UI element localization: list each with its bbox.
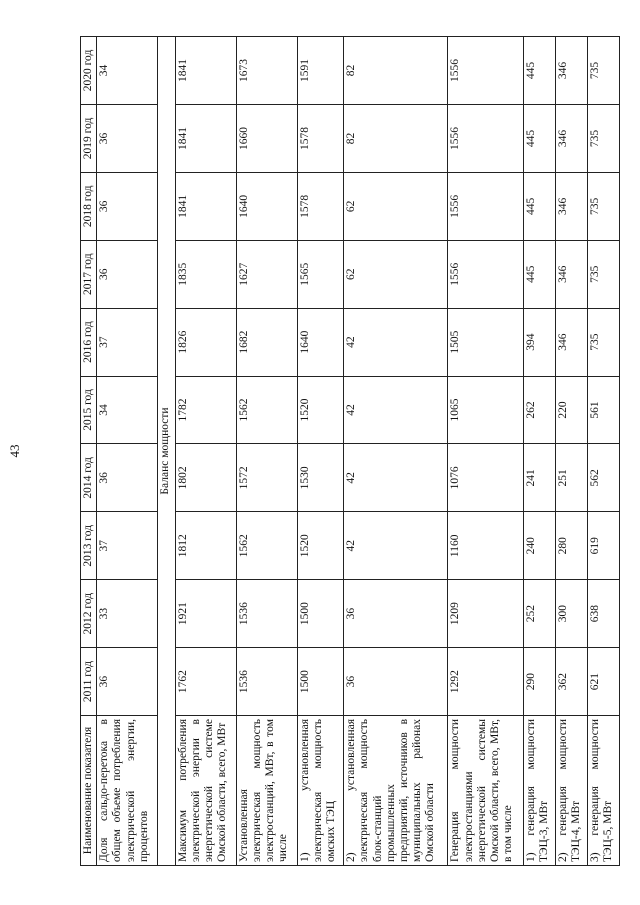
table-row bbox=[344, 37, 448, 866]
value-cell: 621 bbox=[587, 648, 619, 716]
value-cell: 735 bbox=[587, 308, 619, 376]
value-cell: 36 bbox=[97, 648, 158, 716]
value-cell: 33 bbox=[97, 580, 158, 648]
value-cell: 1520 bbox=[297, 376, 344, 444]
header-year: 2016 год bbox=[81, 308, 97, 376]
value-cell: 638 bbox=[587, 580, 619, 648]
value-cell: 445 bbox=[523, 37, 555, 105]
value-cell: 1835 bbox=[175, 240, 236, 308]
indicator-name-cell: Доля сальдо-перетока в общем объеме потребления электрической энергии, процентов bbox=[97, 716, 158, 866]
value-cell: 1841 bbox=[175, 37, 236, 105]
value-cell: 1500 bbox=[297, 648, 344, 716]
value-cell: 1640 bbox=[297, 308, 344, 376]
value-cell: 37 bbox=[97, 512, 158, 580]
indicator-name-cell: 2) установленная электрическая мощность блок-станций промышленных предприятий, источников в муниципальных районах Омской области bbox=[344, 716, 448, 866]
value-cell: 445 bbox=[523, 172, 555, 240]
value-cell: 62 bbox=[344, 172, 448, 240]
value-cell: 1762 bbox=[175, 648, 236, 716]
value-cell: 280 bbox=[555, 512, 587, 580]
value-cell: 1802 bbox=[175, 444, 236, 512]
value-cell: 252 bbox=[523, 580, 555, 648]
indicator-name-cell: 1) установленная электрическая мощность омских ТЭЦ bbox=[297, 716, 344, 866]
value-cell: 42 bbox=[344, 444, 448, 512]
value-cell: 82 bbox=[344, 37, 448, 105]
indicator-name-cell: 3) генерация мощности ТЭЦ-5, МВт bbox=[587, 716, 619, 866]
value-cell: 346 bbox=[555, 104, 587, 172]
value-cell: 346 bbox=[555, 308, 587, 376]
indicator-name-cell: 1) генерация мощности ТЭЦ-3, МВт bbox=[523, 716, 555, 866]
header-year: 2012 год bbox=[81, 580, 97, 648]
header-year: 2013 год bbox=[81, 512, 97, 580]
value-cell: 36 bbox=[97, 240, 158, 308]
value-cell: 36 bbox=[97, 104, 158, 172]
table-row bbox=[97, 37, 158, 866]
indicator-name-cell: Максимум потребления электрической энергии в энергетической системе Омской области, всего, МВт bbox=[175, 716, 236, 866]
value-cell: 240 bbox=[523, 512, 555, 580]
value-cell: 34 bbox=[97, 37, 158, 105]
header-year: 2017 год bbox=[81, 240, 97, 308]
value-cell: 36 bbox=[97, 444, 158, 512]
table-row bbox=[587, 37, 619, 866]
table-row bbox=[448, 37, 523, 866]
value-cell: 1556 bbox=[448, 240, 523, 308]
value-cell: 1556 bbox=[448, 104, 523, 172]
value-cell: 1556 bbox=[448, 37, 523, 105]
table-row bbox=[236, 37, 297, 866]
value-cell: 1209 bbox=[448, 580, 523, 648]
value-cell: 1682 bbox=[236, 308, 297, 376]
value-cell: 1556 bbox=[448, 172, 523, 240]
indicator-name-cell: Генерация мощности электростанциями энергетической системы Омской области, всего, МВт, в том числе bbox=[448, 716, 523, 866]
value-cell: 1627 bbox=[236, 240, 297, 308]
value-cell: 34 bbox=[97, 376, 158, 444]
value-cell: 1591 bbox=[297, 37, 344, 105]
value-cell: 1673 bbox=[236, 37, 297, 105]
value-cell: 445 bbox=[523, 240, 555, 308]
value-cell: 1921 bbox=[175, 580, 236, 648]
value-cell: 1578 bbox=[297, 172, 344, 240]
value-cell: 1640 bbox=[236, 172, 297, 240]
indicator-name-cell: Установленная электрическая мощность электростанций, МВт, в том числе bbox=[236, 716, 297, 866]
value-cell: 1572 bbox=[236, 444, 297, 512]
value-cell: 619 bbox=[587, 512, 619, 580]
value-cell: 445 bbox=[523, 104, 555, 172]
value-cell: 1782 bbox=[175, 376, 236, 444]
header-year: 2019 год bbox=[81, 104, 97, 172]
value-cell: 300 bbox=[555, 580, 587, 648]
energy-balance-table bbox=[80, 36, 620, 866]
value-cell: 735 bbox=[587, 104, 619, 172]
section-row bbox=[158, 37, 176, 866]
value-cell: 42 bbox=[344, 512, 448, 580]
value-cell: 220 bbox=[555, 376, 587, 444]
value-cell: 1660 bbox=[236, 104, 297, 172]
page-number: 43 bbox=[7, 444, 22, 458]
value-cell: 394 bbox=[523, 308, 555, 376]
table-row bbox=[175, 37, 236, 866]
value-cell: 1065 bbox=[448, 376, 523, 444]
value-cell: 36 bbox=[344, 648, 448, 716]
value-cell: 290 bbox=[523, 648, 555, 716]
value-cell: 346 bbox=[555, 240, 587, 308]
table-row bbox=[555, 37, 587, 866]
value-cell: 1565 bbox=[297, 240, 344, 308]
value-cell: 1500 bbox=[297, 580, 344, 648]
value-cell: 1826 bbox=[175, 308, 236, 376]
header-indicator-name: Наименование показателя bbox=[81, 716, 97, 866]
value-cell: 346 bbox=[555, 172, 587, 240]
value-cell: 1160 bbox=[448, 512, 523, 580]
value-cell: 42 bbox=[344, 376, 448, 444]
value-cell: 262 bbox=[523, 376, 555, 444]
value-cell: 36 bbox=[97, 172, 158, 240]
table-row bbox=[297, 37, 344, 866]
section-title: Баланс мощности bbox=[158, 37, 176, 866]
value-cell: 1520 bbox=[297, 512, 344, 580]
value-cell: 1841 bbox=[175, 104, 236, 172]
rotated-table-container bbox=[80, 36, 620, 866]
value-cell: 1562 bbox=[236, 512, 297, 580]
header-year: 2014 год bbox=[81, 444, 97, 512]
value-cell: 1076 bbox=[448, 444, 523, 512]
value-cell: 82 bbox=[344, 104, 448, 172]
table-header-row bbox=[81, 37, 97, 866]
value-cell: 561 bbox=[587, 376, 619, 444]
value-cell: 1562 bbox=[236, 376, 297, 444]
value-cell: 36 bbox=[344, 580, 448, 648]
value-cell: 1292 bbox=[448, 648, 523, 716]
value-cell: 1812 bbox=[175, 512, 236, 580]
value-cell: 1841 bbox=[175, 172, 236, 240]
value-cell: 1536 bbox=[236, 580, 297, 648]
value-cell: 735 bbox=[587, 240, 619, 308]
value-cell: 241 bbox=[523, 444, 555, 512]
value-cell: 362 bbox=[555, 648, 587, 716]
value-cell: 1530 bbox=[297, 444, 344, 512]
table-row bbox=[523, 37, 555, 866]
value-cell: 1536 bbox=[236, 648, 297, 716]
value-cell: 251 bbox=[555, 444, 587, 512]
indicator-name-cell: 2) генерация мощности ТЭЦ-4, МВт bbox=[555, 716, 587, 866]
value-cell: 1505 bbox=[448, 308, 523, 376]
value-cell: 1578 bbox=[297, 104, 344, 172]
value-cell: 735 bbox=[587, 37, 619, 105]
header-year: 2018 год bbox=[81, 172, 97, 240]
header-year: 2015 год bbox=[81, 376, 97, 444]
value-cell: 42 bbox=[344, 308, 448, 376]
value-cell: 735 bbox=[587, 172, 619, 240]
value-cell: 562 bbox=[587, 444, 619, 512]
value-cell: 37 bbox=[97, 308, 158, 376]
value-cell: 62 bbox=[344, 240, 448, 308]
value-cell: 346 bbox=[555, 37, 587, 105]
header-year: 2011 год bbox=[81, 648, 97, 716]
header-year: 2020 год bbox=[81, 37, 97, 105]
